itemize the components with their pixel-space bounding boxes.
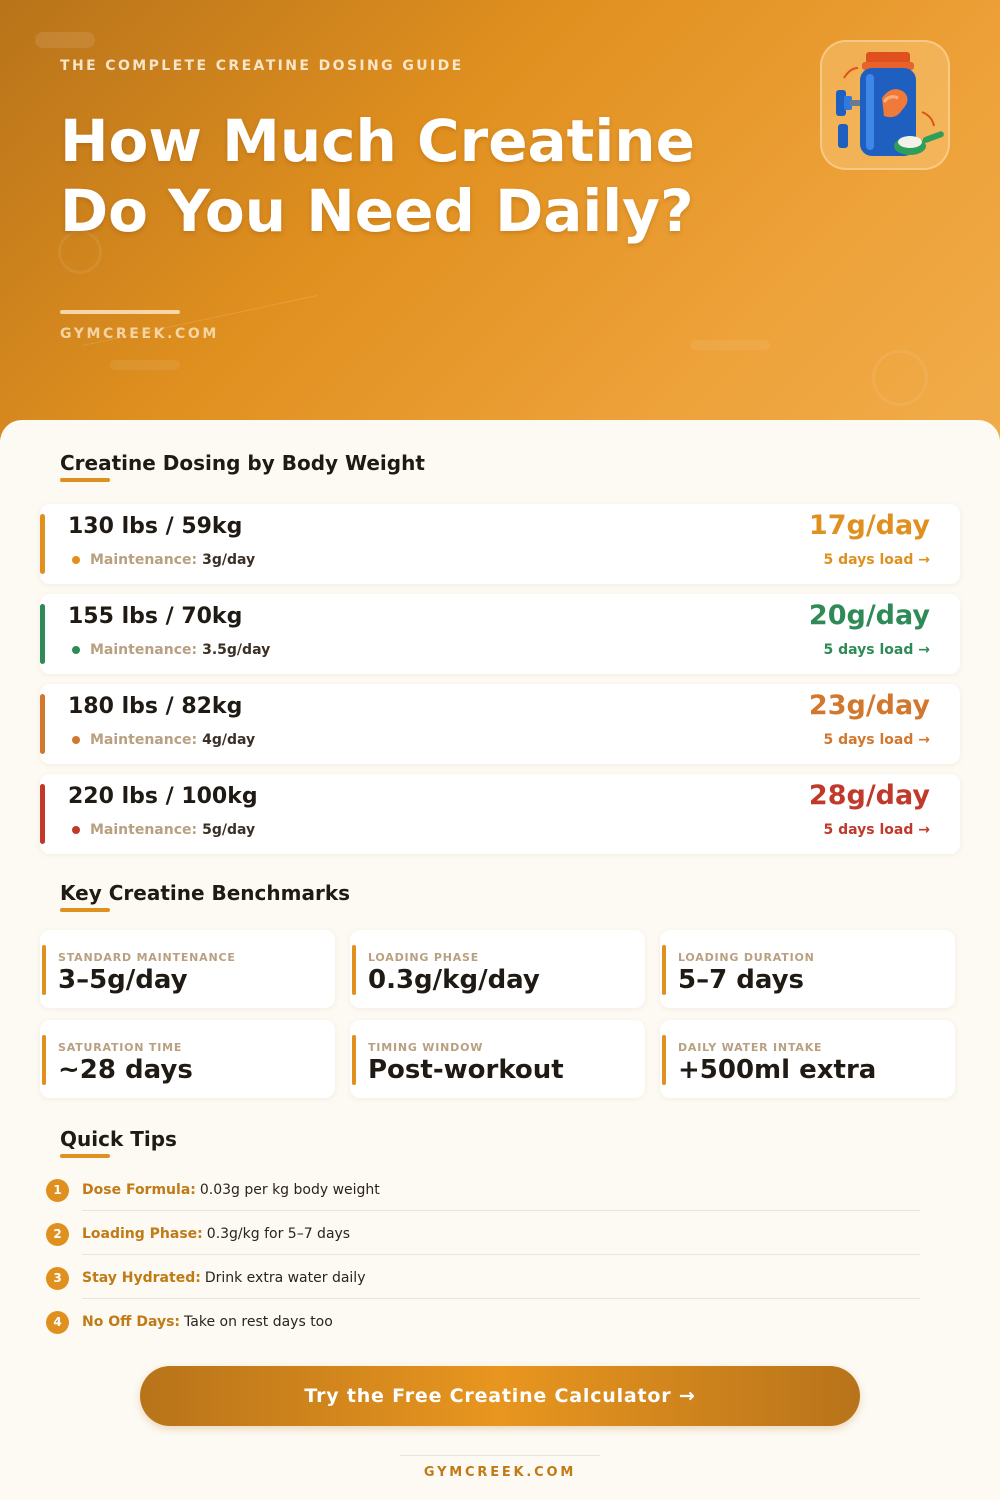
maintenance-label: Maintenance:: [90, 552, 198, 568]
maintenance-label: Maintenance:: [90, 732, 198, 748]
tip-item: [46, 1311, 920, 1355]
tip-body: 0.03g per kg body weight: [199, 1182, 380, 1198]
benchmark-value: Post-workout: [368, 1055, 564, 1085]
benchmark-label: LOADING DURATION: [678, 951, 815, 964]
tip-heading: No Off Days:: [82, 1314, 181, 1330]
tip-divider: [82, 1254, 920, 1255]
tip-heading: Stay Hydrated:: [82, 1270, 201, 1286]
tip-number-badge: 3: [46, 1267, 69, 1290]
eyebrow-text: THE COMPLETE CREATINE DOSING GUIDE: [60, 58, 464, 74]
benchmark-label: LOADING PHASE: [368, 951, 480, 964]
tip-number-badge: 1: [46, 1179, 69, 1202]
decorative-dumbbell: [690, 340, 770, 350]
maintenance-value: 4g/day: [202, 732, 256, 748]
dose-card-maintenance: [72, 822, 255, 838]
benchmark-value: +500ml extra: [678, 1055, 877, 1085]
page-title-line: Do You Need Daily?: [60, 177, 694, 245]
hero-header: [0, 0, 1000, 440]
tip-body: 0.3g/kg for 5–7 days: [206, 1226, 351, 1242]
benchmark-card: [350, 1020, 645, 1098]
benchmark-accent: [352, 945, 356, 995]
status-dot: [72, 736, 80, 744]
dose-card-load-link[interactable]: 5 days load →: [823, 732, 930, 748]
status-dot: [72, 646, 80, 654]
tip-text: [82, 1314, 333, 1330]
tip-body: Take on rest days too: [184, 1314, 333, 1330]
creatine-tub-icon: [820, 40, 950, 170]
section-underline: [60, 1154, 110, 1158]
dose-card-maintenance: [72, 642, 270, 658]
tip-number-badge: 2: [46, 1223, 69, 1246]
benchmark-card: [40, 1020, 335, 1098]
tip-text: [82, 1226, 350, 1242]
section-underline: [60, 908, 110, 912]
footer-brand-link[interactable]: GYMCREEK.COM: [423, 1465, 577, 1480]
benchmark-card: [350, 930, 645, 1008]
benchmark-card: [660, 1020, 955, 1098]
benchmark-accent: [352, 1035, 356, 1085]
decorative-dumbbell: [110, 360, 180, 370]
dose-card: [40, 504, 960, 584]
maintenance-value: 5g/day: [202, 822, 256, 838]
dose-card-accent: [40, 784, 45, 844]
status-dot: [72, 556, 80, 564]
benchmarks-section-title: Key Creatine Benchmarks: [60, 881, 351, 905]
maintenance-value: 3g/day: [202, 552, 256, 568]
benchmark-accent: [42, 945, 46, 995]
benchmark-value: 3–5g/day: [58, 965, 188, 995]
dose-card-maintenance: [72, 732, 255, 748]
benchmark-label: TIMING WINDOW: [368, 1041, 484, 1054]
dose-card-accent: [40, 514, 45, 574]
benchmark-label: STANDARD MAINTENANCE: [58, 951, 236, 964]
benchmark-label: SATURATION TIME: [58, 1041, 183, 1054]
maintenance-value: 3.5g/day: [202, 642, 271, 658]
section-underline: [60, 478, 110, 482]
benchmark-accent: [662, 945, 666, 995]
benchmark-value: 5–7 days: [678, 965, 805, 995]
brand-link[interactable]: GYMCREEK.COM: [60, 326, 219, 342]
tip-heading: Dose Formula:: [82, 1182, 196, 1198]
dose-card-weight: 155 lbs / 70kg: [68, 604, 243, 629]
title-divider: [60, 310, 180, 314]
decorative-ring: [872, 350, 928, 406]
benchmark-accent: [662, 1035, 666, 1085]
benchmark-accent: [42, 1035, 46, 1085]
dose-card: [40, 594, 960, 674]
dose-card-weight: 180 lbs / 82kg: [68, 694, 243, 719]
dose-card-load-link[interactable]: 5 days load →: [823, 822, 930, 838]
dose-card-weight: 220 lbs / 100kg: [68, 784, 258, 809]
dosing-section-title: Creatine Dosing by Body Weight: [60, 451, 425, 475]
status-dot: [72, 826, 80, 834]
benchmark-value: 0.3g/kg/day: [368, 965, 540, 995]
dose-card-maintenance: [72, 552, 255, 568]
tip-divider: [82, 1210, 920, 1211]
decorative-dumbbell: [35, 32, 95, 48]
dose-card-load-link[interactable]: 5 days load →: [823, 642, 930, 658]
tip-number-badge: 4: [46, 1311, 69, 1334]
tip-item: [46, 1267, 920, 1311]
tips-section-title: Quick Tips: [60, 1127, 177, 1151]
dose-card-accent: [40, 604, 45, 664]
tip-text: [82, 1182, 380, 1198]
dose-card: [40, 684, 960, 764]
tip-item: [46, 1179, 920, 1223]
dose-card-loading-dose: 20g/day: [808, 600, 930, 631]
benchmark-label: DAILY WATER INTAKE: [678, 1041, 823, 1054]
page-title: [60, 106, 760, 246]
page-title-line: How Much Creatine: [60, 107, 695, 175]
dose-card-loading-dose: 17g/day: [808, 510, 930, 541]
dose-card-accent: [40, 694, 45, 754]
tip-heading: Loading Phase:: [82, 1226, 203, 1242]
maintenance-label: Maintenance:: [90, 822, 198, 838]
tip-body: Drink extra water daily: [204, 1270, 366, 1286]
dose-card-weight: 130 lbs / 59kg: [68, 514, 243, 539]
dose-card-load-link[interactable]: 5 days load →: [823, 552, 930, 568]
benchmark-value: ~28 days: [58, 1055, 193, 1085]
benchmark-card: [40, 930, 335, 1008]
dose-card-loading-dose: 23g/day: [808, 690, 930, 721]
tip-item: [46, 1223, 920, 1267]
dose-card-loading-dose: 28g/day: [808, 780, 930, 811]
benchmark-card: [660, 930, 955, 1008]
tip-divider: [82, 1298, 920, 1299]
creatine-calculator-button[interactable]: Try the Free Creatine Calculator →: [140, 1366, 860, 1426]
tip-text: [82, 1270, 365, 1286]
maintenance-label: Maintenance:: [90, 642, 198, 658]
dose-card: [40, 774, 960, 854]
footer-divider: [400, 1455, 600, 1456]
